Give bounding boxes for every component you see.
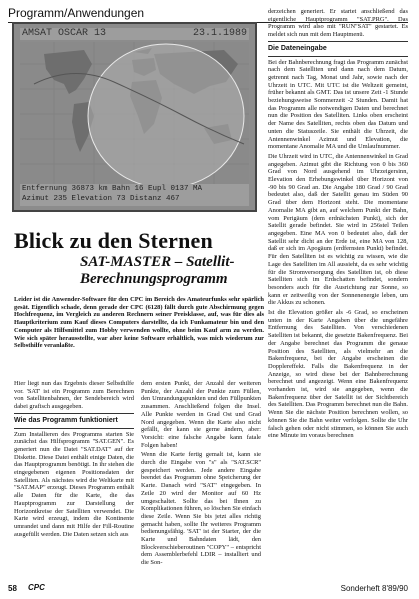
satellite-name: AMSAT OSCAR 13 [22, 28, 107, 39]
screen-status-top [20, 28, 249, 40]
section-title: Programm/Anwendungen [8, 6, 145, 20]
article-subtitle: SAT-MASTER – Satellit-Berechnungsprogramm [80, 254, 235, 287]
status-line-2: Azimut 235 Elevation 73 Distanz 467 [22, 195, 180, 203]
paragraph: derzeichen generiert. Er startet anschließend das eigentliche Hauptprogramm "SAT.PRG". Das Programm wird also mit "RUN"SAT" gestartet. Es meldet sich nun mit dem Hauptmenü. [268, 8, 408, 39]
paragraph: Die Uhrzeit wird in UTC, die Antennenwinkel in Grad angegeben. Azimut gibt die Richtung von 0 bis 360 Grad von Nord ausgehend im Uhrzeigersinn, Elevation den Erhebungswinkel über Horizont von -90 bis 90 Grad an. Die Angabe 180 Grad / 90 Grad bedeutet also, daß der Satellit genau im Süden 90 Grad über dem Horizont steht. Die momentane Anomalie MA gibt an, auf welchem Punkt der Bahn, vom Perigäum (dem erdnächsten Punkt), sich der Satellit gerade befindet. Sie wird in 256stel Teilen angegeben. Eine MA von 0 bedeutet also, daß der Satellit sehr dicht an der Erde ist, eine MA von 128, daß er sich im Apogäum (erdfernsten Punkt) befindet. Für den Satelliten ist es wichtig zu wissen, wie die Lage des Satelliten im All aussieht, da es sehr wichtig für die Stromversorgung des Satelliten ist, ob diese Satelliten sich im Erdschatten befindet, sondern besonders auch für die Ausrichtung zur Sonne, so kann er zeitweilig von der Sonnenenergie leben, um die Akkus zu schonen. [268, 152, 408, 307]
paragraph: dem ersten Punkt, der Anzahl der weiteren Punkte, der Anzahl der Punkte zum Füllen, den Umrandungspunkten und den Füllpunkten zusammen. Anschließend folgen die Insel. Alle Punkte werden in Grad Ost und Grad Nord angegeben. Wenn die Karte also nicht gefällt, der kann sie gerne ändern, aber: Vorsicht: eine falsche Angabe kann fatale Folgen haben! [141, 380, 261, 449]
page-footer [8, 583, 408, 597]
divider [14, 428, 134, 429]
column-2 [141, 380, 261, 569]
world-map [14, 24, 255, 210]
section-heading: Die Dateneingabe [268, 44, 327, 52]
page-number: 58 [8, 584, 17, 593]
paragraph: Ist die Elevation größer als -6 Grad, so erscheinen unten in der Karte Angaben über die ungefähre Entfernung des Satelliten. Von verschiedenen Satelliten ist bekannt, die gesetzte Bakenfrequenz. Bei der Angabe berechnet das Programm die genaue Position des Satelliten, als vielmehr an die Bakenfrequenz, bei der Angabe erscheinen die Dopplereffekt. Falls die Bakenfrequenz in der Anzeige, so wird diese bei der Bahnberechnung berechnet und angezeigt. Wenn eine Bakenfrequenz vorhanden ist, wird sie angegeben, wenn die Bakenfrequenz über der Satellit ist der Sichtbereich des Satelliten. Das Programm berechnet nun die Bahn. Wenn Sie die nächste Position berechnen wollen, so können Sie die Bahn weiter verfolgen. Sollte die Uhr falsch gehen oder nicht stimmen, so können Sie auch eine Minute im voraus berechnen [268, 309, 408, 440]
divider [14, 413, 134, 414]
paragraph: Hier liegt nun das Ergebnis dieser Selbsthilfe vor. 'SAT' ist ein Programm zum Berechnen von Satellitenbahnen, der Sendebereich wird dabei grafisch ausgegeben. [14, 380, 134, 411]
divider [268, 56, 408, 57]
article-lead: Leider ist die Anwender-Software für den CPC im Bereich des Amateurfunks sehr spärlich gesät. Eigentlich schade, denn gerade der CPC (6128) fällt durch gute Abschirmung gegen Hochfrequenz, im Vergleich zu anderen Rechnern seiner Preisklasse, auf, was für dies als Hauptkriterium zum Kauf dieses Computers darstellte, da ich Funkamateur bin und den Computer als Hilfsmittel zum Hobby verwenden wollte, ohne beim Kauf arm zu werden. Wie sich später herausstellte, war aber keine Software erhältlich, was mich wiederum zur Selbsthilfe veranlaßte. [14, 296, 264, 350]
screen-status-bottom [20, 184, 249, 206]
issue-label: Sonderheft 8'89/90 [340, 584, 408, 593]
article-headline: Blick zu den Sternen [14, 228, 213, 253]
footprint-circle [88, 44, 244, 188]
status-line-1: Entfernung 36873 km Bahn 16 Eupl 0137 MA [22, 185, 203, 193]
screen-date: 23.1.1989 [192, 28, 247, 39]
column-3 [268, 8, 408, 442]
paragraph: Zum Installieren des Programms starten Sie zunächst das Hilfsprogramm "SAT.GEN". Es generiert nun die Datei "SAT.DAT" auf der Diskette. Diese Datei enthält einige Daten, die das Hauptprogramm benötigt. In ihr stehen die eingegebenen eigenen Positionsdaten der Satelliten. Als nächstes wird die Weltkarte mit "SAT.MAP" erzeugt. Dieses Programm enthält alle Daten für die Karte, die das Hauptprogramm zur Darstellung der Horizontkreise der Satelliten verwendet. Die Karte wird erzeugt, indem die Kontinente umrandet und dann mit Hilfe der Fill-Routine ausgefüllt werden. Die Daten setzen sich aus [14, 430, 134, 538]
paragraph: Wenn die Karte fertig gemalt ist, kann sie durch die Eingabe von "s" als "SAT.SCR" gespeichert werden. Jede andere Eingabe beendet das Programm ohne Speicherung der Karte. Danach wird "SAT" eingegeben. In Zeile 20 wird der Monitor auf 60 Hz umgeschaltet. Sollte das bei Ihnen zu Komplikationen führen, so löschen Sie einfach diese Zeile. Wenn Sie bis jetzt alles richtig gemacht haben, sollte Ihr weiteres Programm bedienungsfähig. 'SAT' ist der Starter, der die Karte und Bahndaten lädt, den Blockverschieberoutinen "COPY" – entspricht dem Assemblerbefehl LDIR – installiert und die Son- [141, 451, 261, 567]
column-1 [14, 380, 134, 540]
magazine-logo: CPC [28, 583, 45, 592]
section-heading: Wie das Programm funktioniert [14, 416, 118, 424]
program-screenshot [12, 22, 257, 212]
divider [268, 41, 408, 42]
paragraph: Bei der Bahnberechnung fragt das Programm zunächst nach dem Satelliten und dann nach dem Datum, getrennt nach Tag, Monat und Jahr, sowie nach der Uhrzeit in UTC. Mit UTC ist die Weltzeit gemeint, früher bekannt als GMT. Das ist unsere Zeit -1 Stunde beziehungsweise Sommerzeit -2 Stunden. Damit hat das Programm alle notwendigen Daten und berechnet nun die Position des Satelliten. Links oben erscheint der Name des Satelliten, rechts oben das Datum und unten die Statuszeile. Sie enthält die Uhrzeit, die Antennenwinkel Azimut und Elevation, die momentane Anomalie MA und die Umlaufnummer. [268, 58, 408, 151]
